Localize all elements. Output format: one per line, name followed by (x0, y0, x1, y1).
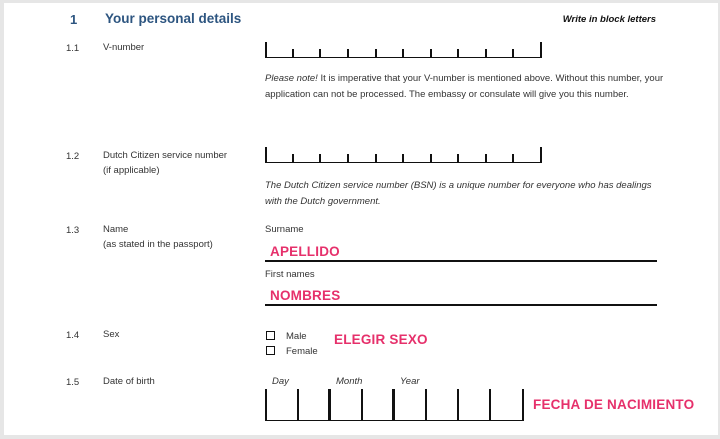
first-names-label: First names (265, 269, 315, 280)
date-of-birth-annotation: FECHA DE NACIMIENTO (533, 397, 695, 412)
day-label: Day (272, 376, 289, 387)
question-number-1-5: 1.5 (66, 377, 80, 388)
section-number: 1 (70, 12, 78, 27)
question-number-1-1: 1.1 (66, 43, 80, 54)
block-letters-note: Write in block letters (562, 14, 656, 25)
bsn-field[interactable] (265, 148, 542, 163)
month-label: Month (336, 376, 363, 387)
first-names-annotation: NOMBRES (270, 288, 341, 303)
female-option-label: Female (286, 346, 318, 357)
name-label: Name (103, 224, 129, 235)
question-number-1-2: 1.2 (66, 151, 80, 162)
male-checkbox[interactable] (266, 331, 275, 340)
form-page (4, 3, 718, 435)
v-number-note: Please note! It is imperative that your V-number is mentioned above. Without this number, your application can not be processed. The embassy or consulate will give you this number. (265, 73, 664, 100)
surname-field[interactable] (265, 260, 657, 262)
sex-label: Sex (103, 329, 120, 340)
v-number-label: V-number (103, 42, 145, 53)
bsn-label-conditional: (if applicable) (103, 165, 160, 176)
surname-label: Surname (265, 224, 304, 235)
male-option-label: Male (286, 331, 307, 342)
v-number-field[interactable] (265, 43, 542, 58)
question-number-1-4: 1.4 (66, 330, 80, 341)
year-label: Year (400, 376, 420, 387)
surname-annotation: APELLIDO (270, 244, 340, 259)
female-checkbox[interactable] (266, 346, 275, 355)
sex-annotation: ELEGIR SEXO (334, 332, 428, 347)
bsn-note: The Dutch Citizen service number (BSN) is a unique number for everyone who has dealings with the Dutch government. (265, 180, 652, 207)
question-number-1-3: 1.3 (66, 225, 80, 236)
section-title: Your personal details (105, 11, 242, 26)
date-of-birth-label: Date of birth (103, 376, 155, 387)
first-names-field[interactable] (265, 304, 657, 306)
name-label-note: (as stated in the passport) (103, 239, 213, 250)
date-of-birth-field[interactable] (265, 390, 524, 421)
bsn-label: Dutch Citizen service number (103, 150, 228, 161)
